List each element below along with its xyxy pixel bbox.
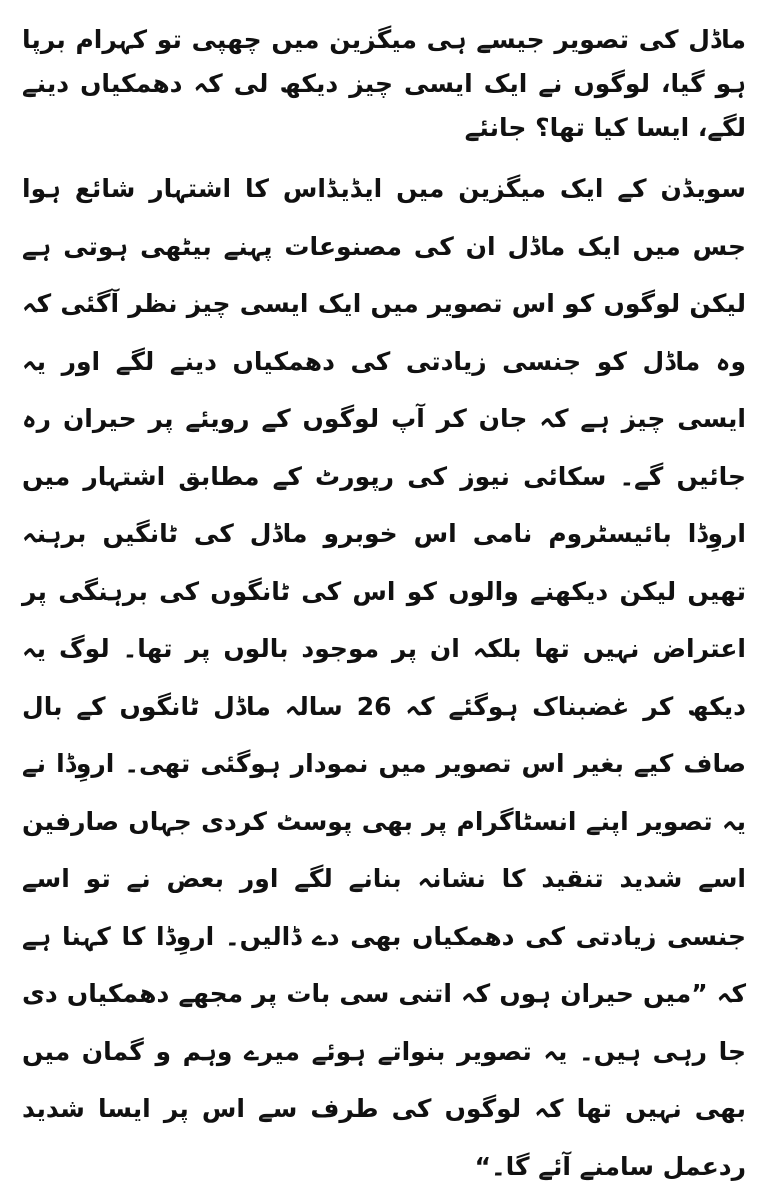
- article-body: سویڈن کے ایک میگزین میں ایڈیڈاس کا اشتہار شائع ہوا جس میں ایک ماڈل ان کی مصنوعات پہنے بیٹھی ہوتی ہے لیکن لوگوں کو اس تصویر میں ایک ایسی چیز نظر آگئی کہ وہ ماڈل کو جنسی زیادتی کی دھمکیاں دینے لگے اور یہ ایسی چیز ہے کہ جان کر آپ لوگوں کے رویئے پر حیران رہ جائیں گے۔ سکائی نیوز کی رپورٹ کے مطابق اشتہار میں اروِڈا بائیسٹروم نامی اس خوبرو ماڈل کی ٹانگیں برہنہ تھیں لیکن دیکھنے والوں کو اس کی ٹانگوں کی برہنگی پر اعتراض نہیں تھا بلکہ ان پر موجود بالوں پر تھا۔ لوگ یہ دیکھ کر غضبناک ہوگئے کہ 26 سالہ ماڈل ٹانگوں کے بال صاف کیے بغیر اس تصویر میں نمودار ہوگئی تھی۔ اروِڈا نے یہ تصویر اپنے انسٹاگرام پر بھی پوسٹ کردی جہاں صارفین اسے شدید تنقید کا نشانہ بنانے لگے اور بعض نے تو اسے جنسی زیادتی کی دھمکیاں بھی دے ڈالیں۔ اروِڈا کا کہنا ہے کہ ”میں حیران ہوں کہ اتنی سی بات پر مجھے دھمکیاں دی جا رہی ہیں۔ یہ تصویر بنواتے ہوئے میرے وہم و گمان میں بھی نہیں تھا کہ لوگوں کی طرف سے اس پر ایسا شدید ردعمل سامنے آئے گا۔“: [22, 174, 746, 1181]
- article-headline: ماڈل کی تصویر جیسے ہی میگزین میں چھپی تو کہرام برپا ہو گیا، لوگوں نے ایک ایسی چیز دیکھ لی کہ دھمکیاں دینے لگے، ایسا کیا تھا؟ جانئے: [22, 25, 746, 142]
